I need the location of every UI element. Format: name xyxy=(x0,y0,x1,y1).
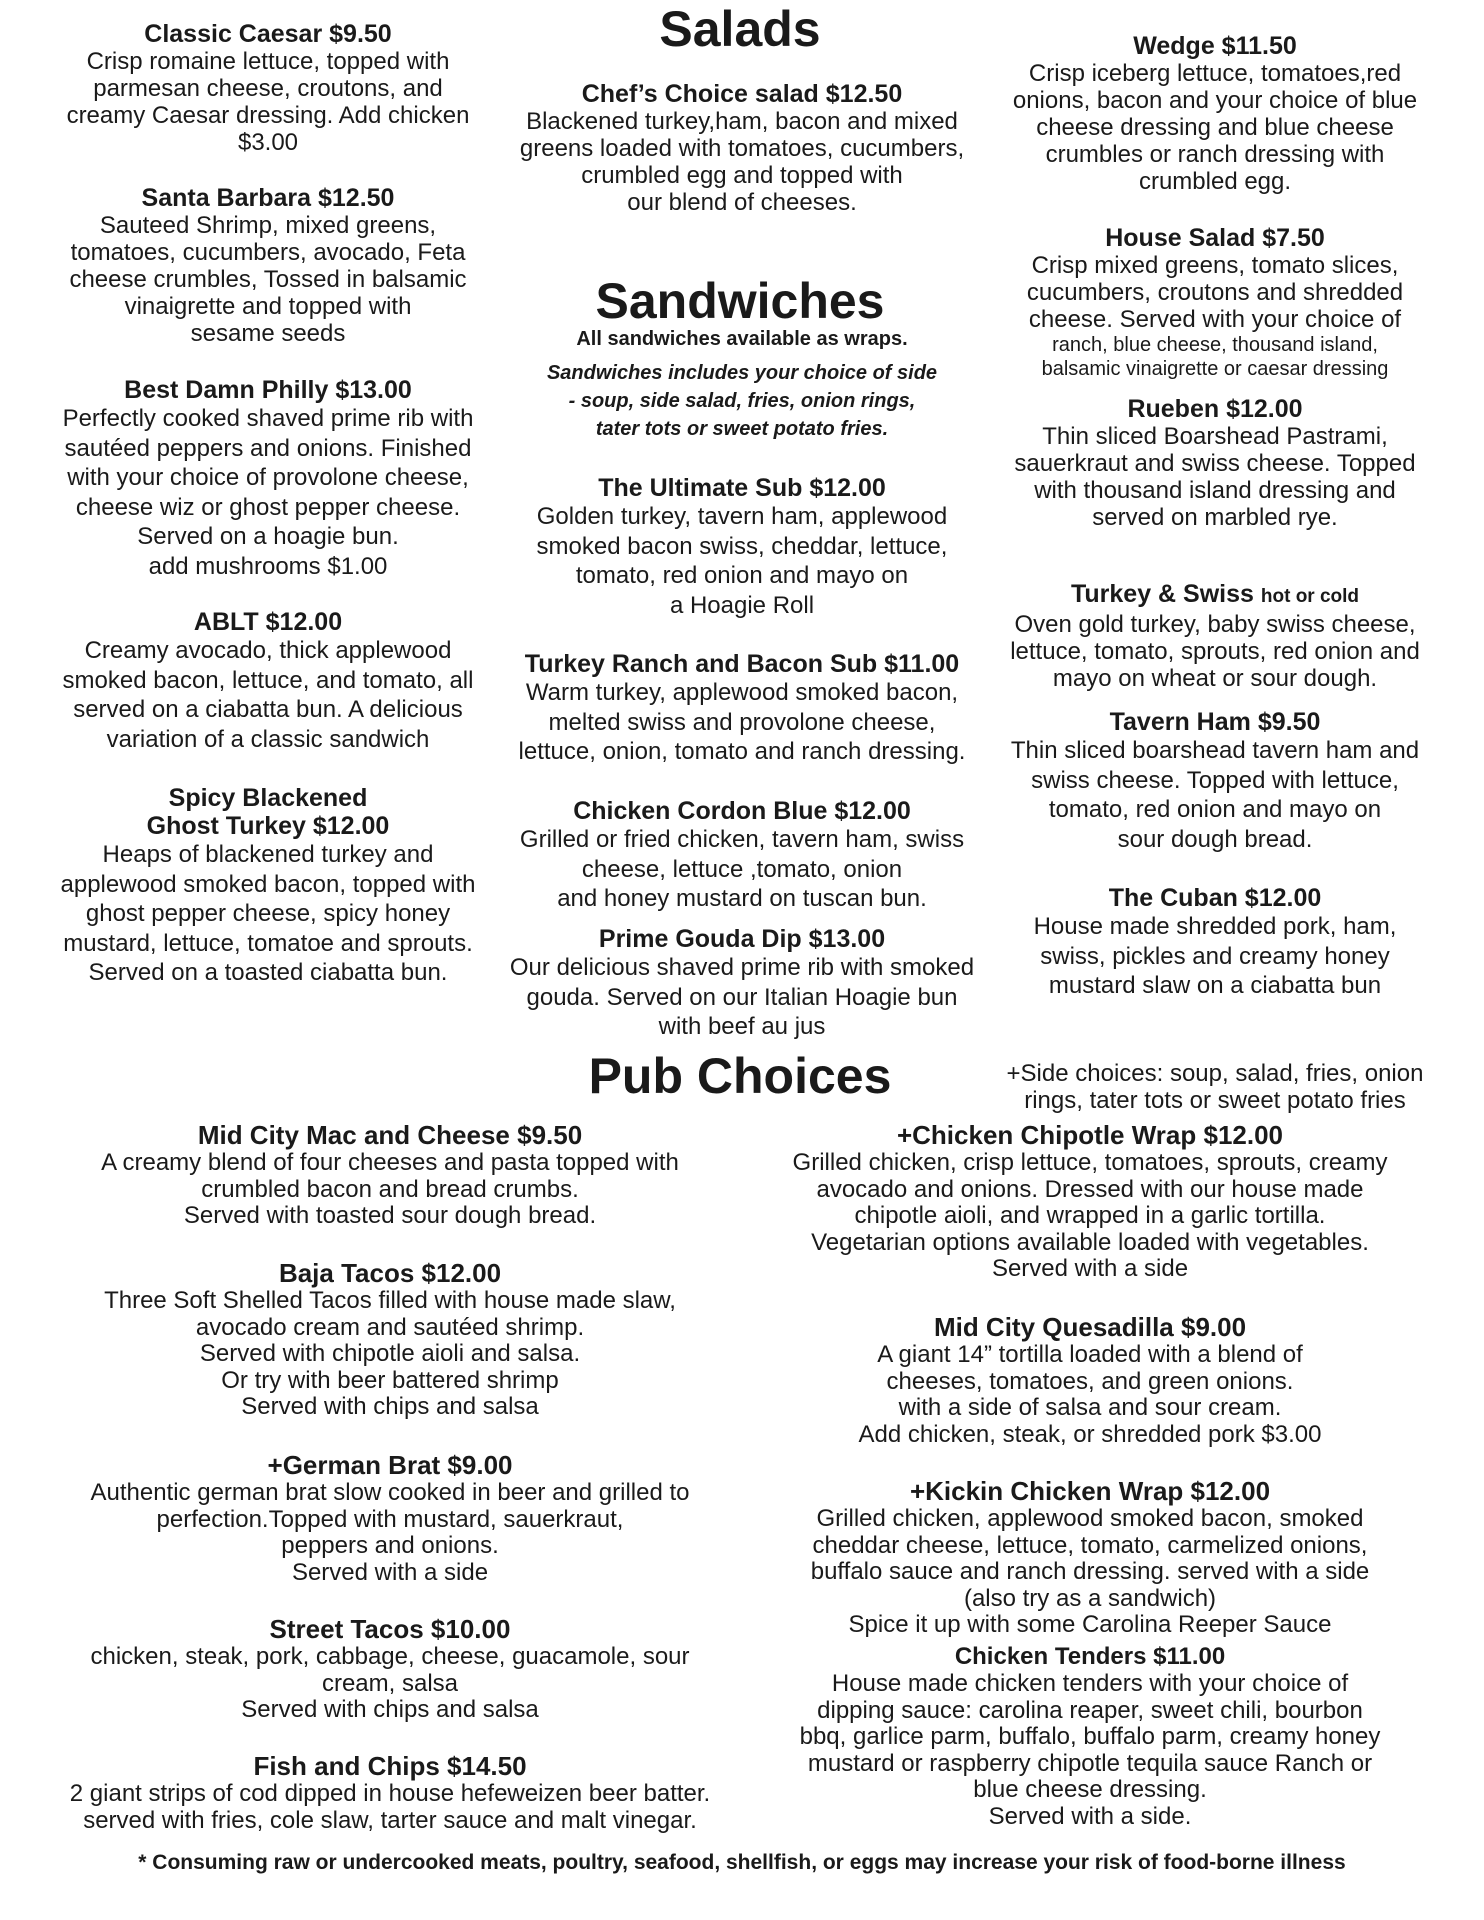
item-name: The Cuban $12.00 xyxy=(1108,884,1322,912)
item-description: House made shredded pork, ham, swiss, pickles and creamy honey mustard slaw on a ciabatta bun xyxy=(1033,913,1397,999)
item-description: Crisp romaine lettuce, topped with parmesan cheese, croutons, and creamy Caesar dressing. Add chicken $3.00 xyxy=(66,48,470,156)
menu-item-kickin-chicken-wrap xyxy=(770,1476,1410,1639)
menu-item-santa-barbara xyxy=(48,184,488,347)
sides-note: Sandwiches includes your choice of side - soup, side salad, fries, onion rings, tater tots or sweet potato fries. xyxy=(546,362,938,440)
menu-item-baja-tacos xyxy=(60,1258,720,1421)
menu-item-rueben xyxy=(990,395,1440,531)
menu-item-ultimate-sub xyxy=(510,474,974,620)
item-description: 2 giant strips of cod dipped in house hefeweizen beer batter. served with fries, cole slaw, tarter sauce and malt vinegar. xyxy=(69,1780,711,1834)
item-description: Golden turkey, tavern ham, applewood smoked bacon swiss, cheddar, lettuce, tomato, red onion and mayo on a Hoagie Roll xyxy=(536,503,948,619)
item-name: Spicy Blackened Ghost Turkey $12.00 xyxy=(146,784,390,840)
item-description: House made chicken tenders with your choice of dipping sauce: carolina reaper, sweet chili, bourbon bbq, garlice parm, buffalo, buffalo parm, creamy honey mustard or raspberry chipotle tequila sauce Ranch or blue cheese dressing. Served with a side. xyxy=(799,1670,1381,1830)
menu-item-classic-caesar xyxy=(48,20,488,156)
item-name: +Chicken Chipotle Wrap $12.00 xyxy=(896,1120,1284,1150)
menu-item-wedge xyxy=(990,32,1440,195)
menu-item-best-damn-philly xyxy=(48,376,488,581)
item-description: Crisp iceberg lettuce, tomatoes,red onions, bacon and your choice of blue cheese dressing and blue cheese crumbles or ranch dressing with crumbled egg. xyxy=(1012,60,1418,195)
item-description: A creamy blend of four cheeses and pasta topped with crumbled bacon and bread crumbs. Served with toasted sour dough bread. xyxy=(101,1149,679,1229)
item-name: Wedge $11.50 xyxy=(1133,32,1297,60)
menu-item-prime-gouda-dip xyxy=(500,925,984,1042)
menu-item-cuban xyxy=(990,884,1440,1001)
menu-item-house-salad xyxy=(990,224,1440,381)
item-description: Creamy avocado, thick applewood smoked bacon, lettuce, and tomato, all served on a ciabatta bun. A delicious variation of a classic sandwich xyxy=(62,637,474,753)
item-name: Street Tacos $10.00 xyxy=(269,1614,511,1644)
item-name: ABLT $12.00 xyxy=(193,608,343,636)
item-name: Chicken Tenders $11.00 xyxy=(954,1643,1226,1670)
item-name: Mid City Mac and Cheese $9.50 xyxy=(197,1120,583,1150)
item-name: +Kickin Chicken Wrap $12.00 xyxy=(909,1476,1271,1506)
menu-item-turkey-swiss xyxy=(990,580,1440,692)
item-description: Our delicious shaved prime rib with smoked gouda. Served on our Italian Hoagie bun with beef au jus xyxy=(509,954,975,1040)
sandwich-notes xyxy=(510,327,974,443)
item-name: Mid City Quesadilla $9.00 xyxy=(933,1312,1247,1342)
wraps-note: All sandwiches available as wraps. xyxy=(576,328,908,350)
item-name: The Ultimate Sub $12.00 xyxy=(598,474,886,502)
item-name: Tavern Ham $9.50 xyxy=(1109,708,1321,736)
item-name: Prime Gouda Dip $13.00 xyxy=(598,925,886,953)
menu-item-chicken-cordon-blue xyxy=(510,797,974,914)
menu-item-chefs-choice-salad xyxy=(510,80,974,216)
menu-item-german-brat xyxy=(60,1450,720,1586)
item-name: Rueben $12.00 xyxy=(1127,395,1303,423)
item-description: Thin sliced Boarshead Pastrami, sauerkraut and swiss cheese. Topped with thousand island dressing and served on marbled rye. xyxy=(1014,423,1416,531)
item-description: Heaps of blackened turkey and applewood smoked bacon, topped with ghost pepper cheese, spicy honey mustard, lettuce, tomatoe and sprouts. Served on a toasted ciabatta bun. xyxy=(60,841,476,986)
item-description: Thin sliced boarshead tavern ham and swiss cheese. Topped with lettuce, tomato, red onion and mayo on sour dough bread. xyxy=(1010,737,1420,853)
item-description: Sauteed Shrimp, mixed greens, tomatoes, cucumbers, avocado, Feta cheese crumbles, Tossed in balsamic vinaigrette and topped with sesame seeds xyxy=(69,212,467,347)
menu-item-turkey-ranch-bacon-sub xyxy=(510,650,974,767)
heading-salads: Salads xyxy=(659,1,821,57)
item-name: Santa Barbara $12.50 xyxy=(141,184,395,212)
item-description: A giant 14” tortilla loaded with a blend of cheeses, tomatoes, and green onions. with a side of salsa and sour cream. Add chicken, steak, or shredded pork $3.00 xyxy=(858,1341,1322,1448)
menu-item-street-tacos xyxy=(60,1614,720,1724)
menu-item-spicy-blackened-ghost-turkey xyxy=(48,784,488,988)
item-name: Baja Tacos $12.00 xyxy=(278,1258,502,1288)
item-name: Classic Caesar $9.50 xyxy=(144,20,392,48)
item-description: Grilled chicken, applewood smoked bacon, smoked cheddar cheese, lettuce, tomato, carmelized onions, buffalo sauce and ranch dressing. served with a side (also try as a sandwich) Spice it up with some Carolina Reeper Sauce xyxy=(810,1505,1370,1638)
item-description: Grilled chicken, crisp lettuce, tomatoes, sprouts, creamy avocado and onions. Dressed with our house made chipotle aioli, and wrapped in a garlic tortilla. Vegetarian options available loaded with vegetables. Served with a side xyxy=(792,1149,1388,1282)
item-description: Crisp mixed greens, tomato slices, cucumbers, croutons and shredded cheese. Served with your choice of xyxy=(1026,252,1404,333)
item-name: Chicken Cordon Blue $12.00 xyxy=(573,797,911,825)
pub-side-note: +Side choices: soup, salad, fries, onion rings, tater tots or sweet potato fries xyxy=(1006,1060,1424,1114)
item-name: Turkey Ranch and Bacon Sub $11.00 xyxy=(524,650,960,678)
item-description: Perfectly cooked shaved prime rib with sautéed peppers and onions. Finished with your choice of provolone cheese, cheese wiz or ghost pepper cheese. Served on a hoagie bun. add mushrooms $1.00 xyxy=(62,405,474,580)
menu-item-ablt xyxy=(48,608,488,754)
item-description: Oven gold turkey, baby swiss cheese, lettuce, tomato, sprouts, red onion and mayo on wheat or sour dough. xyxy=(1010,611,1420,692)
item-description: Grilled or fried chicken, tavern ham, swiss cheese, lettuce ,tomato, onion and honey mustard on tuscan bun. xyxy=(519,826,965,912)
menu-item-chicken-tenders xyxy=(770,1643,1410,1830)
menu-item-fish-and-chips xyxy=(60,1751,720,1834)
food-safety-disclaimer: * Consuming raw or undercooked meats, poultry, seafood, shellfish, or eggs may increase your risk of food-borne illness xyxy=(138,1851,1346,1874)
menu-item-mac-and-cheese xyxy=(60,1120,720,1230)
menu-item-tavern-ham xyxy=(990,708,1440,854)
menu-item-mid-city-quesadilla xyxy=(770,1312,1410,1448)
item-name: Turkey & Swiss hot or cold xyxy=(1070,580,1360,608)
menu-item-chicken-chipotle-wrap xyxy=(770,1120,1410,1283)
item-description: Three Soft Shelled Tacos filled with house made slaw, avocado cream and sautéed shrimp. Served with chipotle aioli and salsa. Or try with beer battered shrimp Served with chips and salsa xyxy=(104,1287,676,1420)
heading-sandwiches: Sandwiches xyxy=(595,273,885,329)
item-name: Chef’s Choice salad $12.50 xyxy=(581,80,903,108)
item-description: Warm turkey, applewood smoked bacon, melted swiss and provolone cheese, lettuce, onion, tomato and ranch dressing. xyxy=(518,679,966,765)
item-name: Fish and Chips $14.50 xyxy=(253,1751,527,1781)
item-name: Best Damn Philly $13.00 xyxy=(124,376,412,404)
item-description-small: ranch, blue cheese, thousand island, balsamic vinaigrette or caesar dressing xyxy=(1041,334,1389,380)
item-description: Authentic german brat slow cooked in beer and grilled to perfection.Topped with mustard, sauerkraut, peppers and onions. Served with a side xyxy=(90,1479,690,1586)
item-description: chicken, steak, pork, cabbage, cheese, guacamole, sour cream, salsa Served with chips and salsa xyxy=(90,1643,690,1723)
item-name: House Salad $7.50 xyxy=(1105,224,1325,252)
heading-pub-choices: Pub Choices xyxy=(588,1048,892,1104)
hot-or-cold-label: hot or cold xyxy=(1260,586,1360,607)
item-description: Blackened turkey,ham, bacon and mixed greens loaded with tomatoes, cucumbers, crumbled egg and topped with our blend of cheeses. xyxy=(519,108,965,216)
item-name: +German Brat $9.00 xyxy=(267,1450,513,1480)
